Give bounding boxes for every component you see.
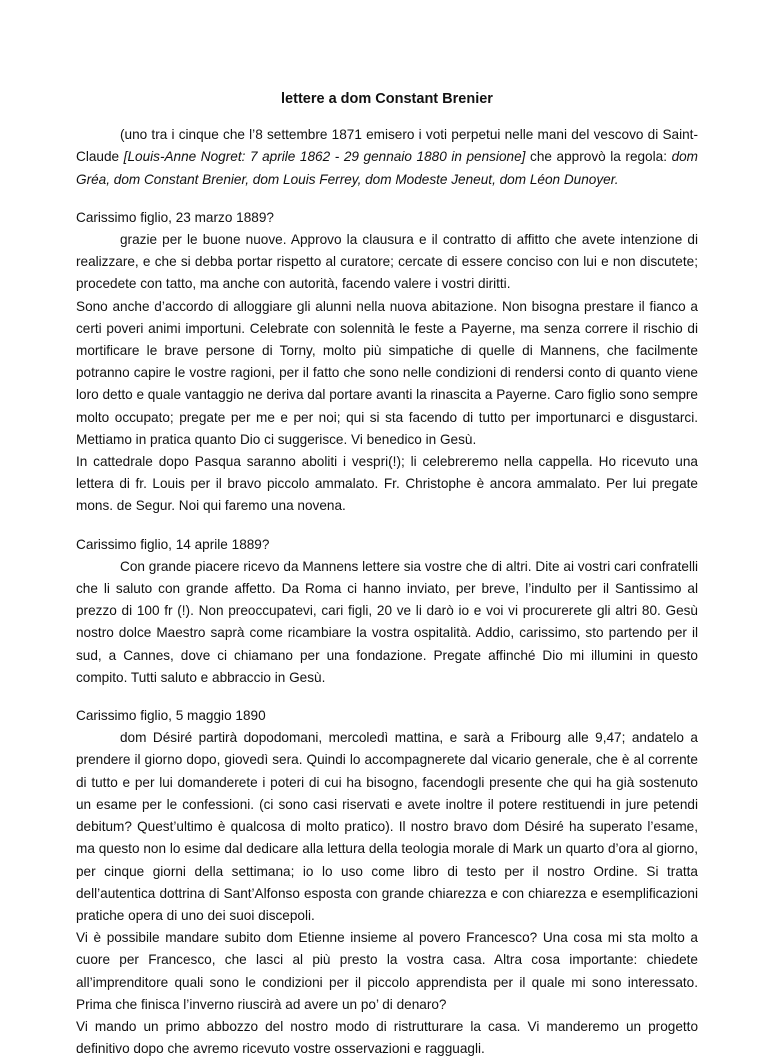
letter-3-heading: Carissimo figlio, 5 maggio 1890 <box>76 708 266 724</box>
intro-italic-names: dom Gréa, dom Constant Brenier, dom Louis Ferrey, dom Modeste Jeneut, dom Léon Dunoyer. <box>76 149 699 187</box>
letter-1-paragraph-3: In cattedrale dopo Pasqua saranno aboliti i vespri(!); li celebreremo nella cappella. Ho ricevuto una lettera di fr. Louis per il bravo piccolo ammalato. Fr. Christophe è ancora ammalato. Per lui pregate mons. de Segur. Noi qui faremo una novena. <box>76 454 698 514</box>
letter-1-heading: Carissimo figlio, 23 marzo 1889? <box>76 209 274 225</box>
letter-3-paragraph-3: Vi mando un primo abbozzo del nostro modo di ristrutturare la casa. Vi manderemo un progetto definitivo dopo che avremo ricevuto vostre osservazioni e ragguagli. <box>76 1018 698 1057</box>
letter-2-paragraph-1: Con grande piacere ricevo da Mannens lettere sia vostre che di altri. Dite ai vostri cari confratelli che li saluto con grande affetto. Da Roma ci hanno inviato, per breve, l’indulto per il Santissimo al prezzo di 100 fr (!). Non preoccupatevi, cari figli, 20 ve li darò io e voi vi procurerete gli altri 80. Gesù nostro dolce Maestro saprà come ricambiare la vostra ospitalità. Addio, carissimo, sto partendo per il sud, a Cannes, dove ci chiamano per una fondazione. Pregate affinché Dio mi illumini in questo compito. Tutti saluto e abbraccio in Gesù. <box>76 558 698 685</box>
letter-1-paragraph-1: grazie per le buone nuove. Approvo la clausura e il contratto di affitto che avete intenzione di realizzare, e che si debba portar rispetto al curatore; cercate di essere conciso con lui e non discutete; procedete con tatto, ma anche con autorità, facendo valere i vostri diritti. <box>76 232 698 292</box>
letter-2-heading: Carissimo figlio, 14 aprile 1889? <box>76 536 270 552</box>
page-title: lettere a dom Constant Brenier <box>281 91 493 107</box>
intro-text-2: che approvò la regola: <box>525 149 672 165</box>
letter-1-paragraph-2: Sono anche d’accordo di alloggiare gli alunni nella nuova abitazione. Non bisogna prestare il fianco a certi poveri animi importuni. Celebrate con solennità le feste a Payerne, ma senza correre il rischio di mortificare le brave persone di Torny, molto più simpatiche di quelle di Mannens, che facilmente potranno capire le vostre ragioni, per il fatto che sono nelle condizioni di rendersi conto di quanto viene loro detto e quale vantaggio ne deriva dal portare avanti la rinascita a Payerne. Caro figlio sono sempre molto occupato; pregate per me e per noi; qui si sta facendo di tutto per importunarci e disgustarci. Mettiamo in pratica quanto Dio ci suggerisce. Vi benedico in Gesù. <box>76 298 698 447</box>
intro-text-1: (uno tra i cinque che l’8 settembre 1871 emisero i voti perpetui nelle mani del vescovo di Saint-Claude <box>76 127 698 165</box>
intro-paragraph <box>76 124 698 191</box>
document-page <box>76 88 698 1060</box>
letter-3-paragraph-2: Vi è possibile mandare subito dom Etienne insieme al povero Francesco? Una cosa mi sta molto a cuore per Francesco, che lasci al più presto la vostra casa. Altra cosa importante: chiedete all’imprenditore quali sono le condizioni per il piccolo apprendista per il quale mi sono interessato. Prima che finisca l’inverno riuscirà ad avere un po’ di denaro? <box>76 930 698 1012</box>
intro-italic-bishop: [Louis-Anne Nogret: 7 aprile 1862 - 29 gennaio 1880 in pensione] <box>123 149 526 165</box>
letter-3-paragraph-1: dom Désiré partirà dopodomani, mercoledì mattina, e sarà a Fribourg alle 9,47; andatelo a prendere il giorno dopo, giovedì sera. Quindi lo accompagnerete dal vicario generale, che è al corrente di tutto e per lui domanderete i poteri di cui ha bisogno, facendogli presente che qui ha già sostenuto un esame per le confessioni. (ci sono casi riservati e avete inoltre il potere restituendi in jure petendi debitum? Quest’ultimo è qualcosa di molto pratico). Il nostro bravo dom Désiré ha superato l’esame, ma questo non lo esime dal dedicare alla lettura della teologia morale di Mark un quarto d’ora al giorno, per cinque giorni della settimana; io lo uso come libro di testo per il nostro Ordine. Si tratta dell’autentica dottrina di Sant’Alfonso esposta con grande chiarezza e con chiarezza e esemplificazioni pratiche opera di uno dei suoi discepoli. <box>76 730 698 923</box>
